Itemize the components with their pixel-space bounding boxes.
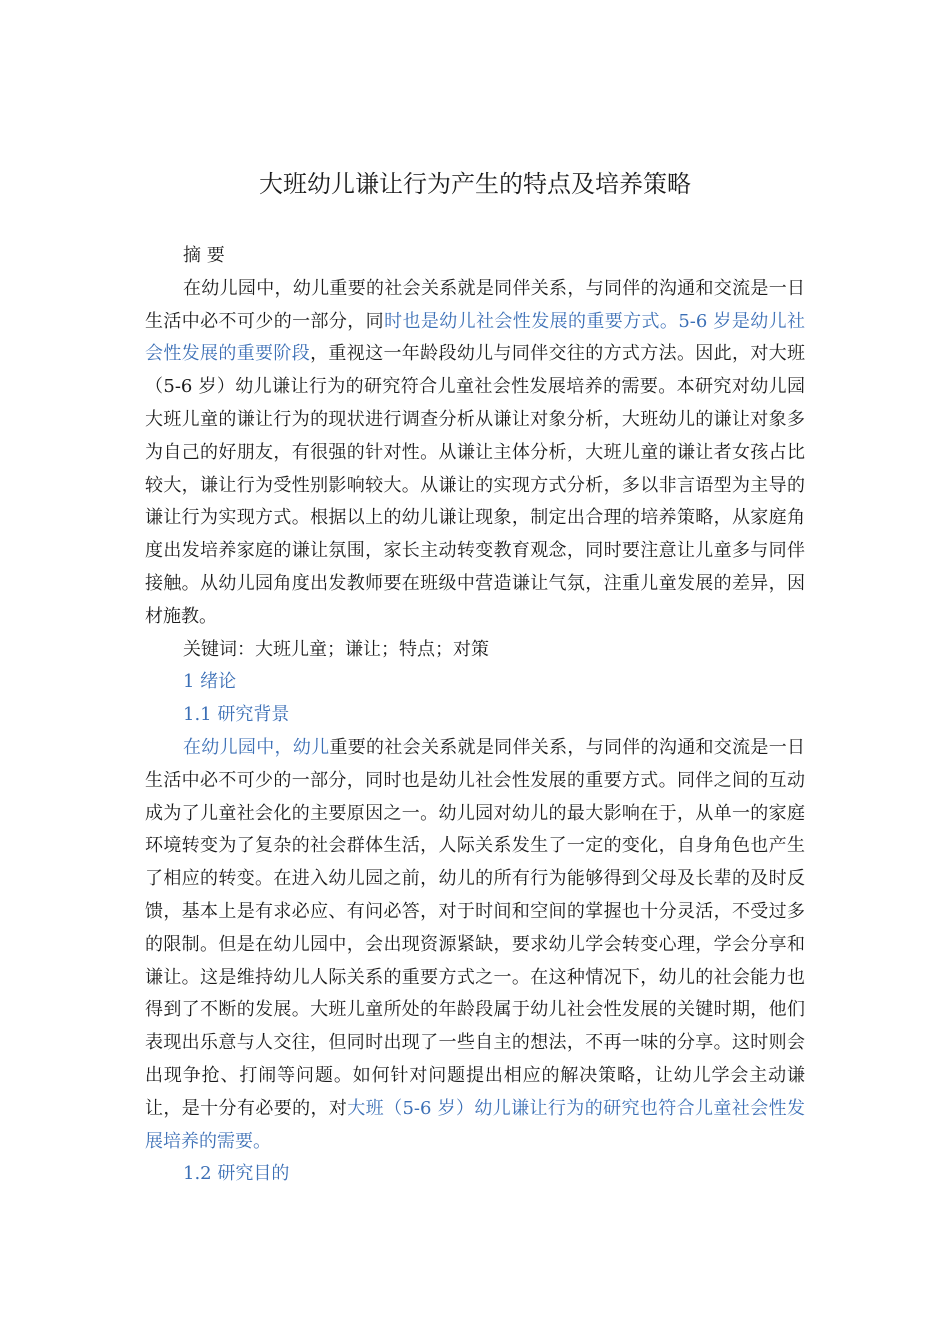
keywords-line: 关键词：大班儿童；谦让；特点；对策: [183, 638, 489, 660]
abstract-text-highlight: 时也是幼儿社会性发展的重要方式。5-6 岁是幼儿社会性发展的重要阶段: [145, 310, 805, 365]
abstract-paragraph: [145, 273, 805, 634]
section-1-1-paragraph: [145, 732, 805, 1158]
section-1-1-text: 重要的社会关系就是同伴关系，与同伴的沟通和交流是一日生活中必不可少的一部分，同时也是幼儿社会性发展的重要方式。同伴之间的互动成为了儿童社会化的主要原因之一。幼儿园对幼儿的最大影响在于，从单一的家庭环境转变为了复杂的社会群体生活，人际关系发生了一定的变化，自身角色也产生了相应的转变。在进入幼儿园之前，幼儿的所有行为能够得到父母及长辈的及时反馈，基本上是有求必应、有问必答，对于时间和空间的掌握也十分灵活，不受过多的限制。但是在幼儿园中，会出现资源紧缺，要求幼儿学会转变心理，学会分享和谦让。这是维持幼儿人际关系的重要方式之一。在这种情况下，幼儿的社会能力也得到了不断的发展。大班儿童所处的年龄段属于幼儿社会性发展的关键时期，他们表现出乐意与人交往，但同时出现了一些自主的想法，不再一味的分享。这时则会出现争抢、打闹等问题。如何针对问题提出相应的解决策略，让幼儿学会主动谦让，是十分有必要的，对: [145, 736, 806, 1119]
document-title: 大班幼儿谦让行为产生的特点及培养策略: [259, 170, 691, 198]
abstract-heading: 摘 要: [183, 245, 225, 266]
section-1-1-text-highlight-1: 在幼儿园中，幼儿: [183, 736, 330, 758]
section-1-2-heading: 1.2 研究目的: [183, 1163, 290, 1185]
document-body: [145, 240, 805, 1191]
abstract-text-1: 在幼儿园中，幼儿重要的社会关系就是同伴关系，与同伴的沟通和交流是一日生活中必不可少的一部分，同: [145, 277, 805, 332]
section-1-1-heading: 1.1 研究背景: [183, 704, 290, 726]
section-1-heading: 1 绪论: [183, 671, 237, 693]
section-1-1-text-highlight-2: 大班（5-6 岁）幼儿谦让行为的研究也符合儿童社会性发展培养的需要。: [145, 1097, 805, 1152]
abstract-text-2: ，重视这一年龄段幼儿与同伴交往的方式方法。因此，对大班（5-6 岁）幼儿谦让行为的研究符合儿童社会性发展培养的需要。本研究对幼儿园大班儿童的谦让行为的现状进行调查分析从谦让对象分析，大班幼儿的谦让对象多为自己的好朋友，有很强的针对性。从谦让主体分析，大班儿童的谦让者女孩占比较大，谦让行为受性别影响较大。从谦让的实现方式分析，多以非言语型为主导的谦让行为实现方式。根据以上的幼儿谦让现象，制定出合理的培养策略，从家庭角度出发培养家庭的谦让氛围，家长主动转变教育观念，同时要注意让儿童多与同伴接触。从幼儿园角度出发教师要在班级中营造谦让气氛，注重儿童发展的差异，因材施教。: [145, 343, 806, 627]
